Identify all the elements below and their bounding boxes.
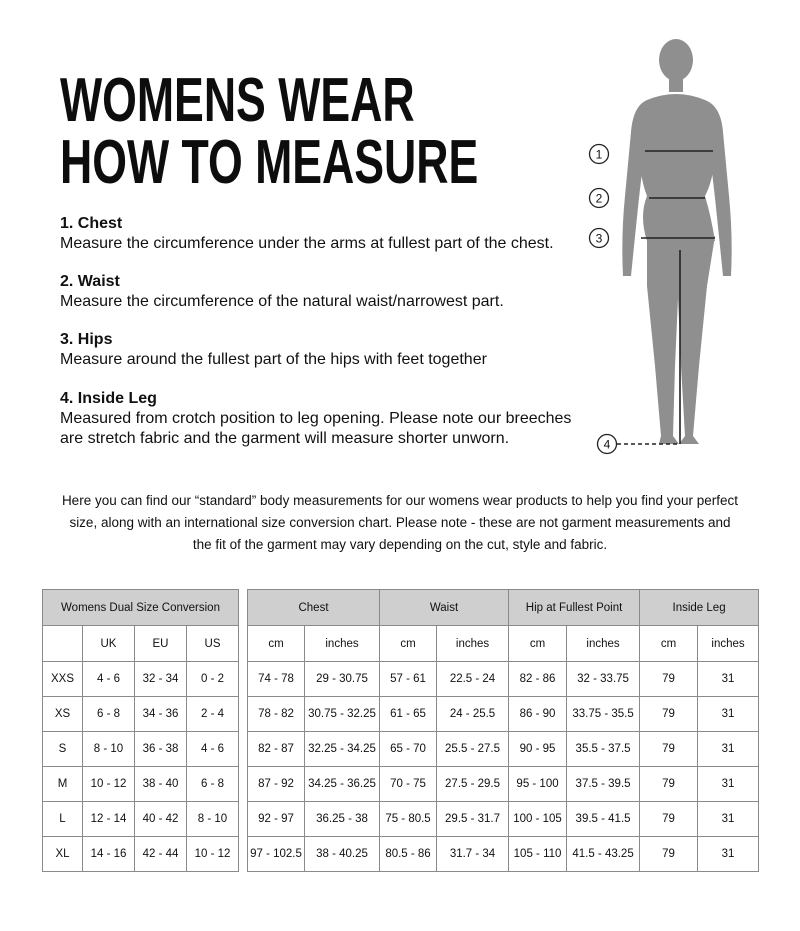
instruction-heading: 4. Inside Leg — [60, 390, 157, 407]
instruction-text: Measured from crotch position to leg opening. Please note our breeches are stretch fabric and the garment will measure shorter unworn. — [60, 410, 572, 447]
conversion-header: Womens Dual Size Conversion — [43, 590, 239, 626]
table-cell: 38 - 40 — [135, 767, 187, 802]
unit-header: cm — [380, 626, 437, 662]
table-cell: 87 - 92 — [248, 767, 305, 802]
table-row — [248, 767, 759, 802]
table-cell: 31 — [698, 732, 759, 767]
table-cell: 40 - 42 — [135, 802, 187, 837]
table-cell: 92 - 97 — [248, 802, 305, 837]
table-cell: 31 — [698, 697, 759, 732]
table-row — [43, 837, 239, 872]
instruction-heading: 3. Hips — [60, 331, 113, 348]
table-cell: 8 - 10 — [83, 732, 135, 767]
column-header: EU — [135, 626, 187, 662]
svg-text:4: 4 — [603, 437, 611, 452]
table-cell: 34 - 36 — [135, 697, 187, 732]
table-cell: 33.75 - 35.5 — [567, 697, 640, 732]
table-cell: 79 — [640, 662, 698, 697]
table-cell: 100 - 105 — [509, 802, 567, 837]
group-header-hip: Hip at Fullest Point — [509, 590, 640, 626]
unit-header: inches — [567, 626, 640, 662]
table-cell: 32.25 - 34.25 — [305, 732, 380, 767]
size-label: XL — [43, 837, 83, 872]
group-header-inside-leg: Inside Leg — [640, 590, 759, 626]
table-cell: 57 - 61 — [380, 662, 437, 697]
table-cell: 36 - 38 — [135, 732, 187, 767]
table-cell: 86 - 90 — [509, 697, 567, 732]
body-silhouette — [622, 39, 731, 444]
table-cell: 82 - 87 — [248, 732, 305, 767]
title-line-1: WOMENS WEAR — [60, 66, 415, 135]
intro-text: Here you can find our “standard” body measurements for our womens wear products to help you find your perfect size, along with an international size conversion chart. Please note - these are not garment measurements and the fit of the garment may vary depending on the cut, style and fabric. — [61, 493, 739, 552]
table-cell: 31 — [698, 802, 759, 837]
table-cell: 35.5 - 37.5 — [567, 732, 640, 767]
table-cell: 61 - 65 — [380, 697, 437, 732]
table-cell: 105 - 110 — [509, 837, 567, 872]
table-cell: 6 - 8 — [83, 697, 135, 732]
table-cell: 75 - 80.5 — [380, 802, 437, 837]
table-cell: 79 — [640, 767, 698, 802]
group-header-chest: Chest — [248, 590, 380, 626]
table-row — [43, 802, 239, 837]
table-cell: 42 - 44 — [135, 837, 187, 872]
table-cell: 79 — [640, 697, 698, 732]
table-cell: 90 - 95 — [509, 732, 567, 767]
instruction-waist — [60, 272, 600, 312]
instruction-inside-leg — [60, 389, 590, 449]
group-header-waist: Waist — [380, 590, 509, 626]
instruction-heading: 1. Chest — [60, 215, 123, 232]
table-cell: 25.5 - 27.5 — [437, 732, 509, 767]
table-cell: 82 - 86 — [509, 662, 567, 697]
table-cell: 2 - 4 — [187, 697, 239, 732]
size-label: XS — [43, 697, 83, 732]
table-cell: 14 - 16 — [83, 837, 135, 872]
title-line-2: HOW TO MEASURE — [60, 128, 479, 197]
table-cell: 37.5 - 39.5 — [567, 767, 640, 802]
size-label: M — [43, 767, 83, 802]
size-label: S — [43, 732, 83, 767]
table-cell: 6 - 8 — [187, 767, 239, 802]
table-cell: 31 — [698, 662, 759, 697]
instruction-heading: 2. Waist — [60, 273, 120, 290]
table-cell: 39.5 - 41.5 — [567, 802, 640, 837]
table-cell: 32 - 34 — [135, 662, 187, 697]
table-cell: 31 — [698, 837, 759, 872]
table-cell: 10 - 12 — [83, 767, 135, 802]
body-measurements-table — [247, 589, 759, 872]
unit-header: cm — [509, 626, 567, 662]
table-row — [248, 837, 759, 872]
svg-text:1: 1 — [595, 147, 603, 162]
unit-header: inches — [437, 626, 509, 662]
table-cell: 36.25 - 38 — [305, 802, 380, 837]
table-cell: 12 - 14 — [83, 802, 135, 837]
unit-header: inches — [305, 626, 380, 662]
table-cell: 78 - 82 — [248, 697, 305, 732]
table-cell: 74 - 78 — [248, 662, 305, 697]
table-cell: 65 - 70 — [380, 732, 437, 767]
table-cell: 31 — [698, 767, 759, 802]
table-row — [43, 697, 239, 732]
table-row — [248, 802, 759, 837]
instruction-text: Measure the circumference under the arms at fullest part of the chest. — [60, 235, 554, 252]
marker-1 — [590, 145, 609, 164]
table-cell: 4 - 6 — [187, 732, 239, 767]
table-cell: 31.7 - 34 — [437, 837, 509, 872]
table-cell: 30.75 - 32.25 — [305, 697, 380, 732]
unit-header: cm — [640, 626, 698, 662]
table-cell: 95 - 100 — [509, 767, 567, 802]
table-row — [43, 732, 239, 767]
table-row — [43, 767, 239, 802]
column-header: UK — [83, 626, 135, 662]
table-cell: 10 - 12 — [187, 837, 239, 872]
table-row — [248, 662, 759, 697]
unit-header: inches — [698, 626, 759, 662]
instruction-chest — [60, 214, 600, 254]
instruction-text: Measure the circumference of the natural waist/narrowest part. — [60, 293, 504, 310]
table-row — [248, 697, 759, 732]
svg-text:3: 3 — [595, 231, 603, 246]
size-label: L — [43, 802, 83, 837]
marker-2 — [590, 189, 609, 208]
table-cell: 41.5 - 43.25 — [567, 837, 640, 872]
marker-3 — [590, 229, 609, 248]
unit-header-row — [248, 626, 759, 662]
svg-text:2: 2 — [595, 191, 603, 206]
conversion-column-row — [43, 626, 239, 662]
table-cell: 79 — [640, 837, 698, 872]
table-cell: 80.5 - 86 — [380, 837, 437, 872]
table-cell: 0 - 2 — [187, 662, 239, 697]
unit-header: cm — [248, 626, 305, 662]
table-cell: 22.5 - 24 — [437, 662, 509, 697]
table-cell: 38 - 40.25 — [305, 837, 380, 872]
table-row — [43, 662, 239, 697]
table-cell: 79 — [640, 802, 698, 837]
table-cell: 32 - 33.75 — [567, 662, 640, 697]
table-cell: 29 - 30.75 — [305, 662, 380, 697]
size-conversion-table — [42, 589, 239, 872]
table-cell: 4 - 6 — [83, 662, 135, 697]
group-header-row — [248, 590, 759, 626]
table-cell: 70 - 75 — [380, 767, 437, 802]
column-header — [43, 626, 83, 662]
body-measurement-figure — [585, 36, 745, 456]
table-cell: 24 - 25.5 — [437, 697, 509, 732]
table-cell: 97 - 102.5 — [248, 837, 305, 872]
size-label: XXS — [43, 662, 83, 697]
instruction-text: Measure around the fullest part of the hips with feet together — [60, 351, 487, 368]
table-cell: 79 — [640, 732, 698, 767]
marker-4 — [598, 435, 617, 454]
column-header: US — [187, 626, 239, 662]
instruction-hips — [60, 330, 600, 370]
table-cell: 8 - 10 — [187, 802, 239, 837]
table-cell: 27.5 - 29.5 — [437, 767, 509, 802]
table-cell: 29.5 - 31.7 — [437, 802, 509, 837]
table-cell: 34.25 - 36.25 — [305, 767, 380, 802]
page-title — [60, 66, 479, 197]
table-row — [248, 732, 759, 767]
